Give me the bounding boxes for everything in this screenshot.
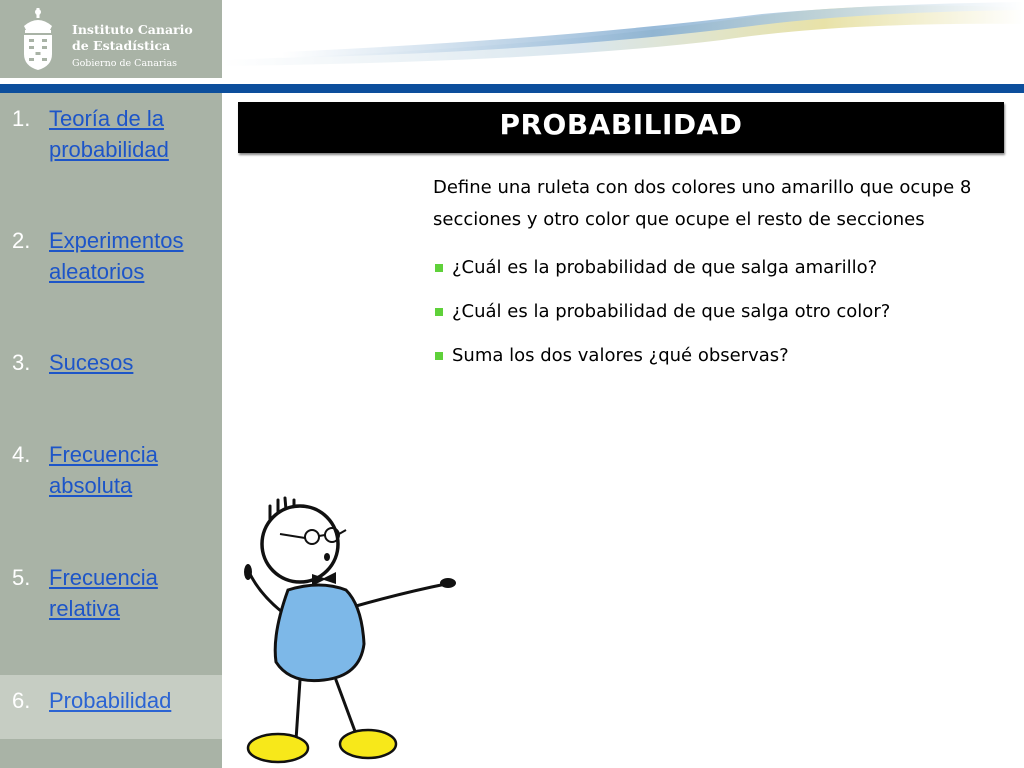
org-subtitle: Gobierno de Canarias [72,58,178,69]
sidebar-item-probabilidad[interactable] [0,675,222,739]
sidebar-item-number: 4. [12,442,31,467]
question-item [433,300,1003,324]
sidebar-item-link[interactable]: Frecuencia relativa [49,565,158,621]
question-item [433,344,1003,368]
cartoon-character-illustration [236,494,460,768]
sidebar-item-number: 3. [12,350,31,375]
sidebar-item-number: 2. [12,228,31,253]
question-text: ¿Cuál es la probabilidad de que salga otro color? [452,301,891,322]
page-title: PROBABILIDAD [499,108,743,141]
org-name-line2: de Estadística [72,38,171,53]
title-bar [238,102,1004,153]
logo[interactable] [0,0,222,78]
sidebar-item-link[interactable]: Experimentos aleatorios [49,228,184,284]
bullet-square-icon [435,264,443,272]
sidebar-item-link[interactable]: Teoría de la probabilidad [49,106,169,162]
sidebar-item-link[interactable]: Frecuencia absoluta [49,442,158,498]
coat-of-arms-icon [18,6,58,72]
sidebar-item-number: 6. [12,688,31,713]
intro-text: Define una ruleta con dos colores uno amarillo que ocupe 8 secciones y otro color que ocupe el resto de secciones [433,177,972,230]
header-swoosh-decoration [222,0,1024,80]
bullet-square-icon [435,308,443,316]
header-rule [0,84,1024,93]
question-item [433,256,1003,280]
org-name [72,22,193,54]
slide-content [433,172,1003,368]
sidebar-item-link[interactable]: Probabilidad [49,688,172,713]
sidebar-item-number: 5. [12,565,31,590]
sidebar-item-link[interactable]: Sucesos [49,350,134,375]
sidebar-item-number: 1. [12,106,31,131]
sidebar-nav [0,93,222,768]
question-text: Suma los dos valores ¿qué observas? [452,345,789,366]
bullet-square-icon [435,352,443,360]
header [0,0,1024,84]
question-text: ¿Cuál es la probabilidad de que salga amarillo? [452,257,878,278]
org-name-line1: Instituto Canario [72,22,193,37]
